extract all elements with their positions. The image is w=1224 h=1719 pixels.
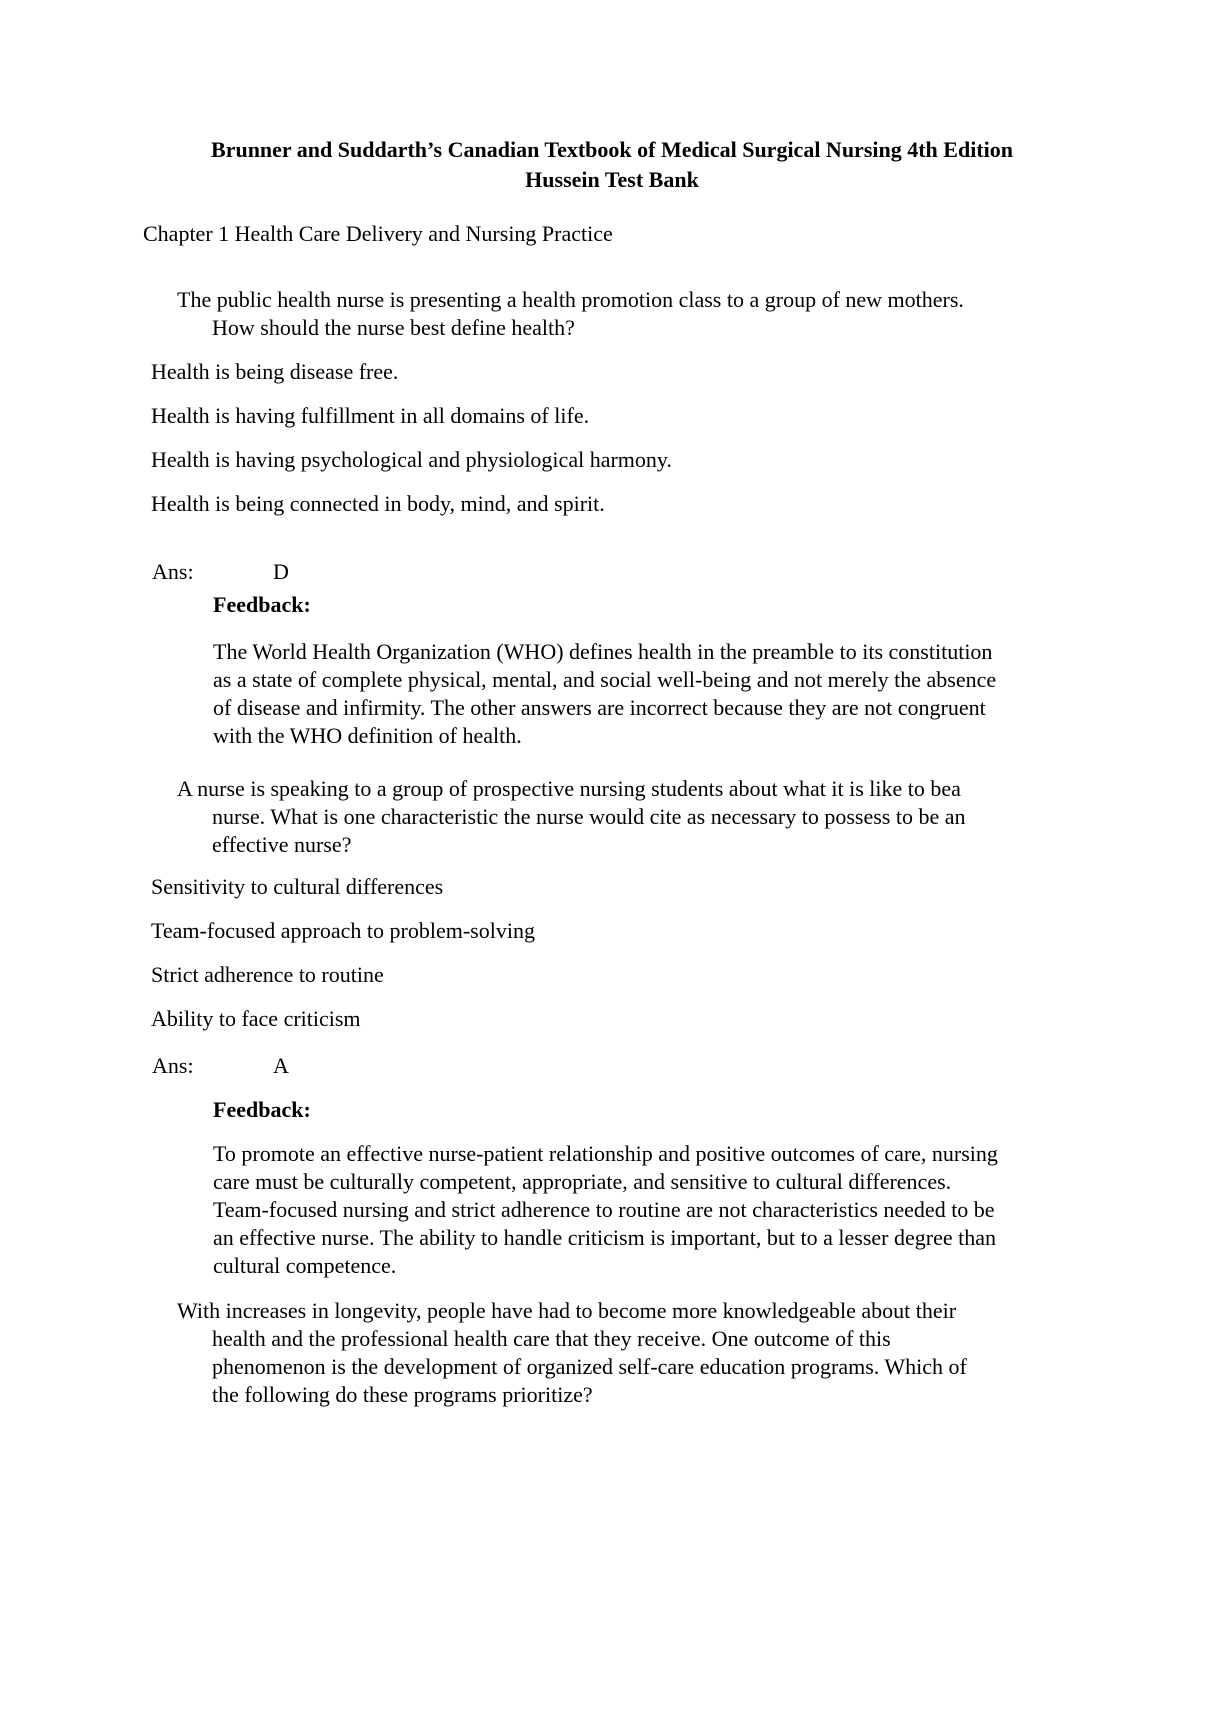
answer-option: Health is having fulfillment in all domains of life. <box>151 403 590 428</box>
feedback-line: cultural competence. <box>213 1253 397 1278</box>
answer-option: Health is having psychological and physiological harmony. <box>151 447 672 472</box>
feedback-line: of disease and infirmity. The other answers are incorrect because they are not congruent <box>213 695 986 720</box>
answer-option: Sensitivity to cultural differences <box>151 874 444 899</box>
answer-value: D <box>273 559 289 584</box>
answer-row <box>152 558 1224 586</box>
feedback-heading: Feedback: <box>213 1097 311 1122</box>
question-stem <box>177 775 1224 859</box>
answer-option: Strict adherence to routine <box>151 962 384 987</box>
question-stem-line: effective nurse? <box>212 832 352 857</box>
document-page <box>0 135 1224 1409</box>
answer-label: Ans: <box>152 1053 194 1078</box>
question-stem-line: health and the professional health care that they receive. One outcome of this <box>212 1326 891 1351</box>
document-title <box>0 135 1224 195</box>
feedback-heading: Feedback: <box>213 592 311 617</box>
document-title-line: Brunner and Suddarth’s Canadian Textbook of Medical Surgical Nursing 4th Edition <box>211 137 1013 162</box>
feedback-text <box>213 1140 1224 1280</box>
feedback-line: The World Health Organization (WHO) defines health in the preamble to its constitution <box>213 639 993 664</box>
question-stem-line: nurse. What is one characteristic the nurse would cite as necessary to possess to be an <box>212 804 966 829</box>
answer-options <box>151 873 1224 1033</box>
answer-value: A <box>273 1053 289 1078</box>
answer-option: Ability to face criticism <box>151 1006 361 1031</box>
question-stem-line: phenomenon is the development of organized self-care education programs. Which of <box>212 1354 967 1379</box>
feedback-line: an effective nurse. The ability to handle criticism is important, but to a lesser degree than <box>213 1225 996 1250</box>
question-stem <box>177 286 1224 342</box>
question-stem-line: A nurse is speaking to a group of prospective nursing students about what it is like to bea <box>177 776 961 801</box>
feedback-text <box>213 638 1224 750</box>
question-stem-line: The public health nurse is presenting a health promotion class to a group of new mothers. <box>177 287 964 312</box>
answer-row <box>152 1052 1224 1080</box>
answer-option: Health is being connected in body, mind, and spirit. <box>151 491 605 516</box>
chapter-heading: Chapter 1 Health Care Delivery and Nursing Practice <box>143 221 613 246</box>
question-stem-line: How should the nurse best define health? <box>212 315 575 340</box>
answer-option: Health is being disease free. <box>151 359 399 384</box>
answer-options <box>151 358 1224 518</box>
question-stem <box>177 1297 1224 1409</box>
answer-label: Ans: <box>152 559 194 584</box>
feedback-line: To promote an effective nurse-patient relationship and positive outcomes of care, nursing <box>213 1141 998 1166</box>
answer-option: Team-focused approach to problem-solving <box>151 918 535 943</box>
document-title-line: Hussein Test Bank <box>525 167 699 192</box>
question-stem-line: With increases in longevity, people have had to become more knowledgeable about their <box>177 1298 957 1323</box>
feedback-line: with the WHO definition of health. <box>213 723 522 748</box>
question-stem-line: the following do these programs prioritize? <box>212 1382 593 1407</box>
feedback-line: as a state of complete physical, mental, and social well-being and not merely the absence <box>213 667 997 692</box>
feedback-line: care must be culturally competent, appropriate, and sensitive to cultural differences. <box>213 1169 952 1194</box>
feedback-line: Team-focused nursing and strict adherence to routine are not characteristics needed to be <box>213 1197 995 1222</box>
